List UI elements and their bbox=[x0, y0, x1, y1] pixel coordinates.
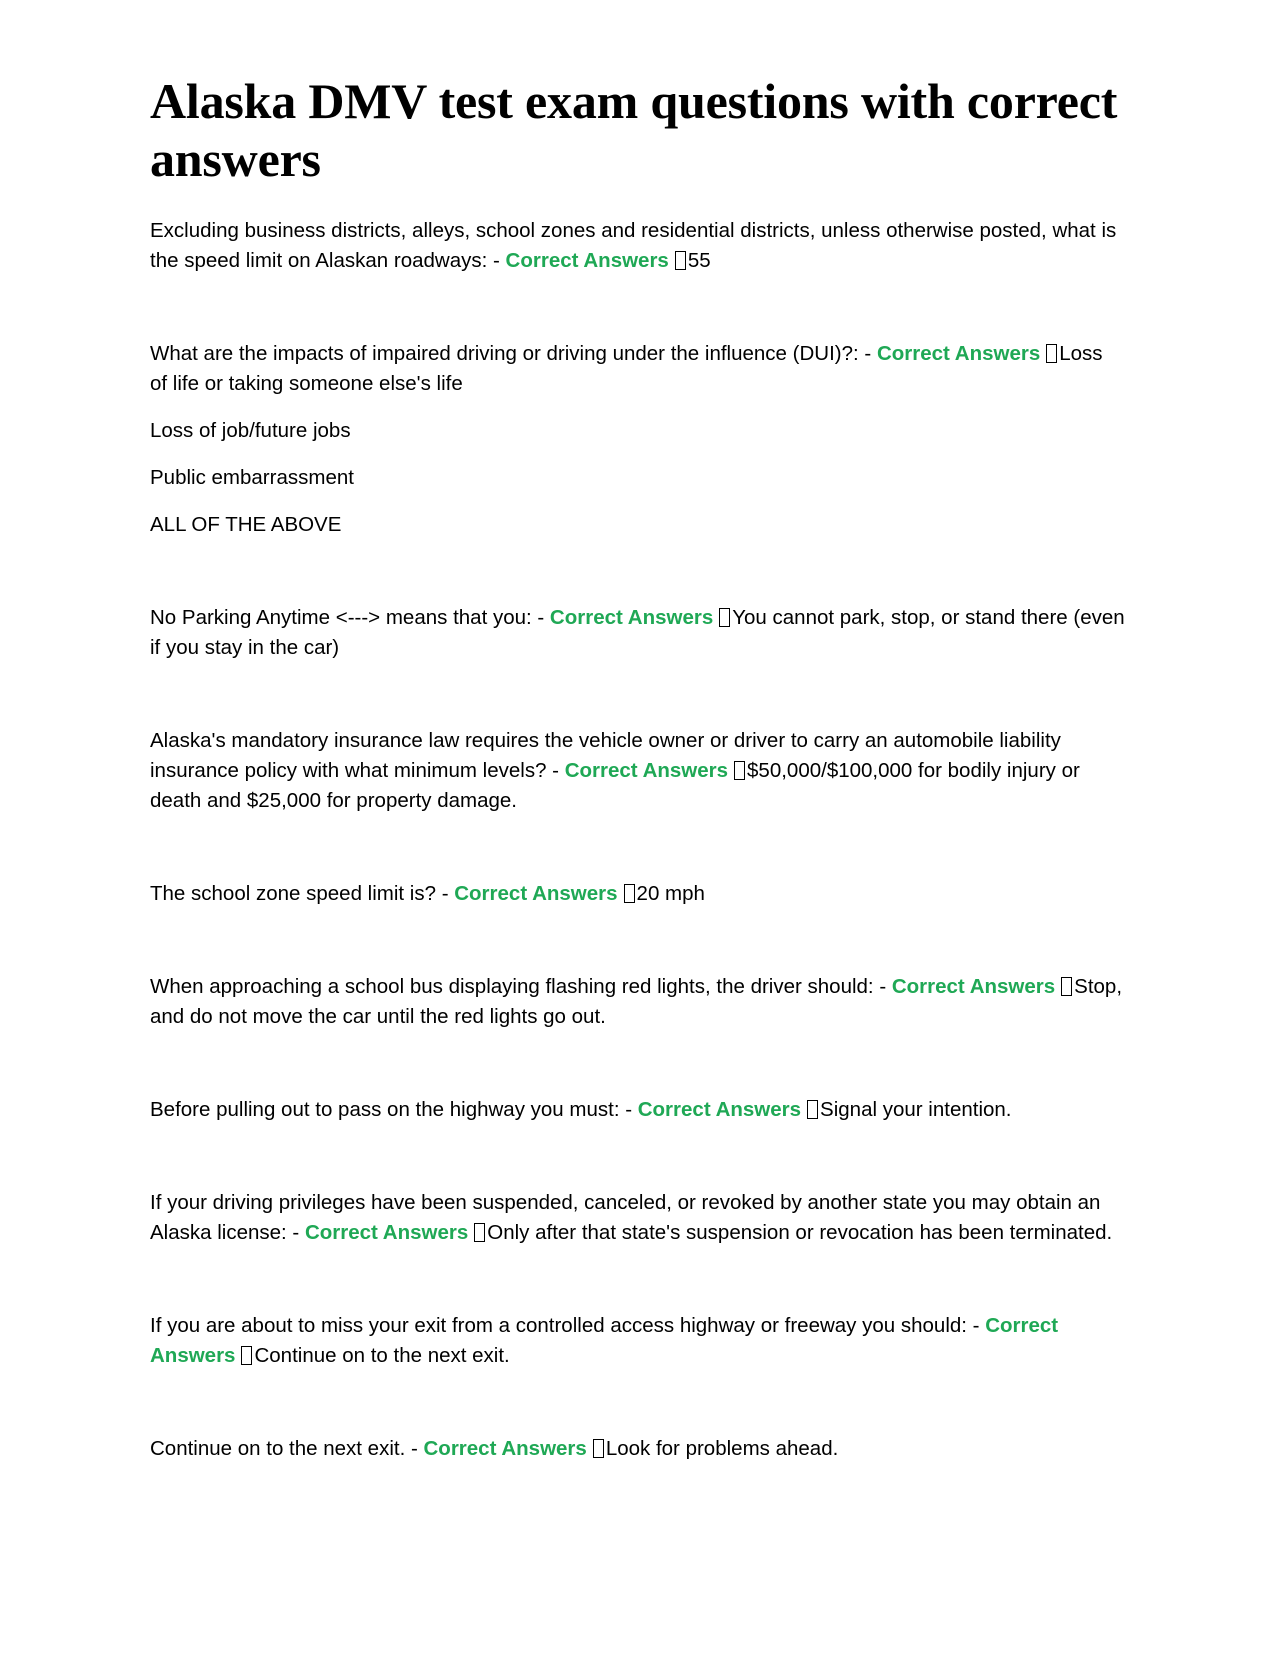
question-text: Before pulling out to pass on the highway you must: - bbox=[150, 1098, 638, 1121]
answer-text: $50,000/$100,000 for bodily injury or death and $25,000 for property damage. bbox=[150, 759, 1080, 812]
qa-item bbox=[150, 1434, 1125, 1464]
answer-text: Signal your intention. bbox=[820, 1098, 1012, 1121]
qa-item bbox=[150, 879, 1125, 909]
document-page bbox=[150, 72, 1125, 1527]
qa-paragraph bbox=[150, 339, 1125, 399]
qa-item bbox=[150, 1095, 1125, 1125]
qa-paragraph bbox=[150, 726, 1125, 816]
question-text: If your driving privileges have been suspended, canceled, or revoked by another state you may obtain an Alaska license: - bbox=[150, 1191, 1101, 1244]
qa-item bbox=[150, 216, 1125, 276]
correct-answers-label: Correct Answers bbox=[876, 342, 1041, 365]
question-text: Excluding business districts, alleys, school zones and residential districts, unless otherwise posted, what is the speed limit on Alaskan roadways: - bbox=[150, 219, 1117, 272]
missing-glyph-icon bbox=[719, 608, 730, 627]
qa-item bbox=[150, 1188, 1125, 1248]
qa-paragraph bbox=[150, 603, 1125, 663]
qa-paragraph bbox=[150, 1188, 1125, 1248]
qa-paragraph bbox=[150, 1434, 1125, 1464]
missing-glyph-icon bbox=[593, 1439, 604, 1458]
question-text: Continue on to the next exit. - bbox=[150, 1437, 424, 1460]
answer-text: Stop, and do not move the car until the red lights go out. bbox=[150, 975, 1123, 1028]
qa-paragraph bbox=[150, 879, 1125, 909]
qa-paragraph bbox=[150, 1095, 1125, 1125]
missing-glyph-icon bbox=[807, 1100, 818, 1119]
correct-answers-label: Correct Answers bbox=[505, 249, 669, 272]
answer-extra-line: Public embarrassment bbox=[150, 466, 354, 489]
qa-item bbox=[150, 603, 1125, 663]
page-title: Alaska DMV test exam questions with correct answers bbox=[150, 73, 1118, 187]
qa-item bbox=[150, 339, 1125, 540]
answer-text: Loss of life or taking someone else's life bbox=[150, 342, 1103, 395]
answer-text: You cannot park, stop, or stand there (even if you stay in the car) bbox=[150, 606, 1125, 659]
correct-answers-label: Correct Answers bbox=[454, 882, 618, 905]
answer-text: Only after that state's suspension or revocation has been terminated. bbox=[487, 1221, 1113, 1244]
qa-item bbox=[150, 726, 1125, 816]
answer-extra-line: ALL OF THE ABOVE bbox=[150, 513, 342, 536]
qa-paragraph bbox=[150, 216, 1125, 276]
missing-glyph-icon bbox=[675, 251, 686, 270]
correct-answers-label: Correct Answers bbox=[549, 606, 714, 629]
missing-glyph-icon bbox=[1061, 977, 1072, 996]
missing-glyph-icon bbox=[1046, 344, 1057, 363]
correct-answers-label: Correct Answers bbox=[150, 1314, 1059, 1367]
answer-text: Continue on to the next exit. bbox=[254, 1344, 510, 1367]
correct-answers-label: Correct Answers bbox=[423, 1437, 587, 1460]
correct-answers-label: Correct Answers bbox=[304, 1221, 469, 1244]
answer-text: 55 bbox=[687, 249, 711, 272]
answer-extra-line: Loss of job/future jobs bbox=[150, 419, 351, 442]
missing-glyph-icon bbox=[734, 761, 745, 780]
question-text: What are the impacts of impaired driving or driving under the influence (DUI)?: - bbox=[150, 342, 877, 365]
question-text: The school zone speed limit is? - bbox=[150, 882, 455, 905]
question-text: Alaska's mandatory insurance law requires the vehicle owner or driver to carry an automobile liability insurance policy with what minimum levels? - bbox=[150, 729, 1061, 782]
qa-item bbox=[150, 1311, 1125, 1371]
qa-item bbox=[150, 972, 1125, 1032]
question-text: When approaching a school bus displaying flashing red lights, the driver should: - bbox=[150, 975, 892, 998]
qa-paragraph bbox=[150, 1311, 1125, 1371]
missing-glyph-icon bbox=[624, 884, 635, 903]
qa-paragraph bbox=[150, 972, 1125, 1032]
correct-answers-label: Correct Answers bbox=[637, 1098, 802, 1121]
question-text: If you are about to miss your exit from a controlled access highway or freeway you should: - bbox=[150, 1314, 986, 1337]
answer-text: 20 mph bbox=[636, 882, 705, 905]
missing-glyph-icon bbox=[241, 1346, 252, 1365]
question-text: No Parking Anytime <---> means that you: - bbox=[150, 606, 550, 629]
correct-answers-label: Correct Answers bbox=[564, 759, 729, 782]
answer-text: Look for problems ahead. bbox=[605, 1437, 839, 1460]
missing-glyph-icon bbox=[474, 1223, 485, 1242]
correct-answers-label: Correct Answers bbox=[891, 975, 1056, 998]
